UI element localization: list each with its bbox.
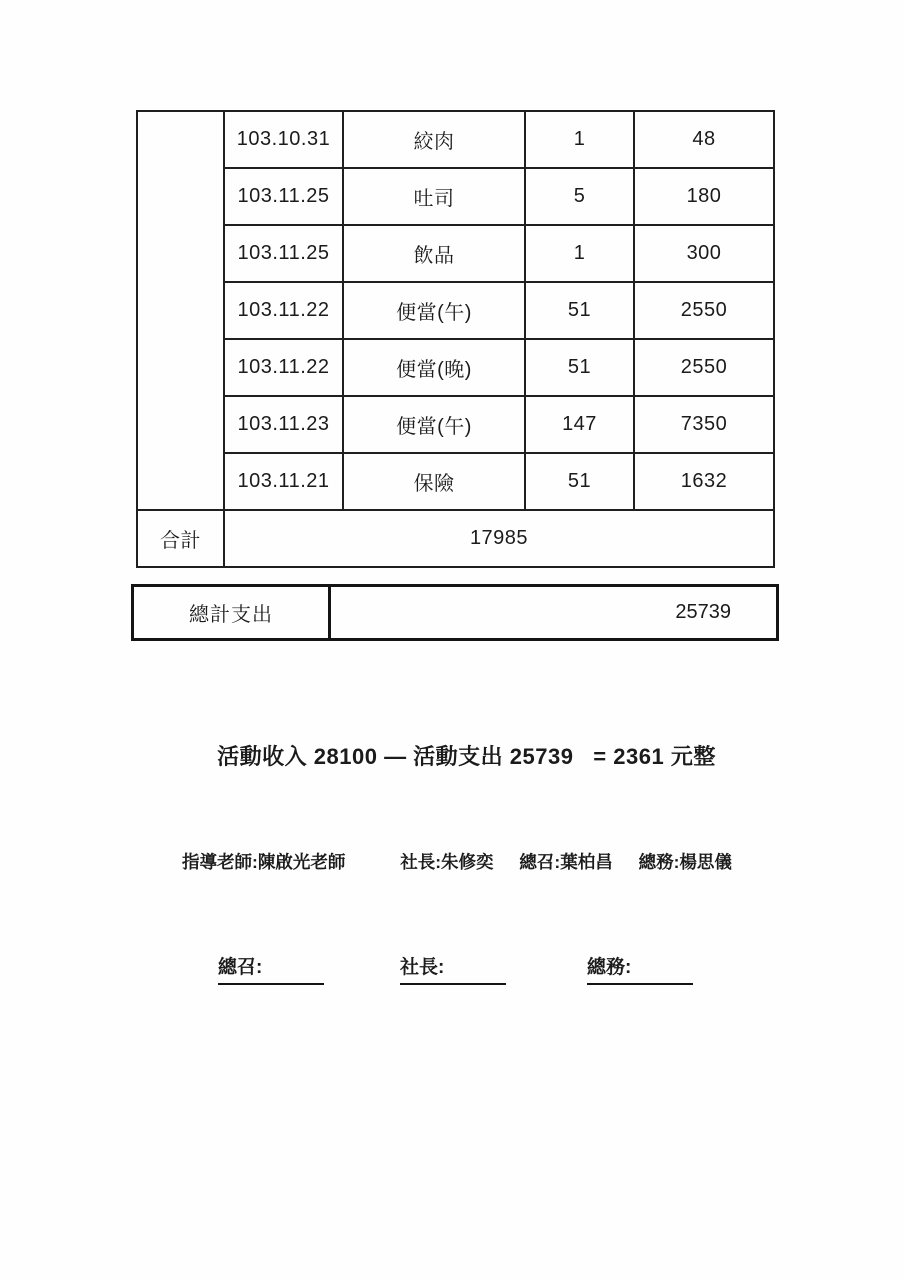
signature-blank-president: 社長: (400, 952, 506, 985)
item-cell: 絞肉 (343, 111, 525, 168)
signature-blank-treasurer: 總務: (587, 952, 693, 985)
item-cell: 便當(午) (343, 396, 525, 453)
qty-cell: 5 (525, 168, 634, 225)
date-cell: 103.11.22 (224, 339, 343, 396)
qty-cell: 1 (525, 225, 634, 282)
date-cell: 103.11.23 (224, 396, 343, 453)
date-cell: 103.11.21 (224, 453, 343, 510)
qty-cell: 51 (525, 282, 634, 339)
category-spacer-cell (137, 111, 224, 510)
amount-cell: 2550 (634, 339, 774, 396)
table-row (137, 225, 774, 282)
item-cell: 便當(午) (343, 282, 525, 339)
date-cell: 103.11.25 (224, 225, 343, 282)
subtotal-label: 合計 (137, 510, 224, 567)
treasurer-credit: 總務:楊思儀 (638, 852, 732, 872)
convener-credit: 總召:葉柏昌 (519, 852, 613, 872)
date-cell: 103.11.22 (224, 282, 343, 339)
table-row (137, 168, 774, 225)
grand-total-label: 總計支出 (134, 587, 331, 638)
credits-line (182, 849, 732, 874)
grand-total-value: 25739 (675, 601, 731, 623)
item-cell: 便當(晚) (343, 339, 525, 396)
signature-blank-convener: 總召: (218, 952, 324, 985)
amount-cell: 300 (634, 225, 774, 282)
amount-cell: 7350 (634, 396, 774, 453)
grand-total-box (131, 584, 779, 641)
qty-cell: 51 (525, 453, 634, 510)
amount-cell: 2550 (634, 282, 774, 339)
item-cell: 吐司 (343, 168, 525, 225)
expense-table (136, 110, 775, 568)
date-cell: 103.11.25 (224, 168, 343, 225)
table-row (137, 396, 774, 453)
table-row (137, 111, 774, 168)
subtotal-value: 17985 (224, 510, 774, 567)
balance-equation: 活動收入 28100 — 活動支出 25739 = 2361 元整 (217, 744, 716, 769)
table-row (137, 282, 774, 339)
signature-row (0, 952, 905, 992)
table-row (137, 453, 774, 510)
table-total-row (137, 510, 774, 567)
item-cell: 保險 (343, 453, 525, 510)
advisor-credit: 指導老師:陳啟光老師 (182, 852, 346, 872)
table-row (137, 339, 774, 396)
date-cell: 103.10.31 (224, 111, 343, 168)
amount-cell: 1632 (634, 453, 774, 510)
president-credit: 社長:朱修奕 (400, 852, 494, 872)
qty-cell: 1 (525, 111, 634, 168)
amount-cell: 180 (634, 168, 774, 225)
amount-cell: 48 (634, 111, 774, 168)
qty-cell: 147 (525, 396, 634, 453)
qty-cell: 51 (525, 339, 634, 396)
item-cell: 飲品 (343, 225, 525, 282)
